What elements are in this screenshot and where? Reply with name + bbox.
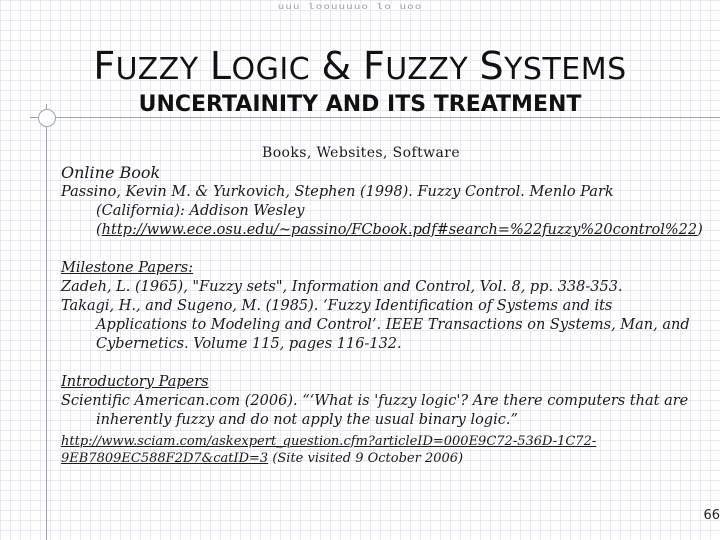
corner-circle-decoration bbox=[38, 109, 56, 127]
milestone-papers-label: Milestone Papers: bbox=[61, 260, 194, 276]
title-ampersand: & bbox=[321, 44, 352, 88]
sciam-link[interactable]: http://www.sciam.com/askexpert_question.cfm?articleID=000E9C72-536D-1C72-9EB7809EC588F2D7&catID=3 bbox=[61, 434, 597, 466]
milestone-ref-zadeh: Zadeh, L. (1965), "Fuzzy sets", Information and Control, Vol. 8, pp. 338-353. bbox=[61, 279, 623, 295]
title-letter: L bbox=[209, 44, 232, 88]
reference-list bbox=[61, 163, 703, 467]
title-letter: F bbox=[362, 44, 386, 88]
section-heading: Books, Websites, Software bbox=[262, 145, 461, 161]
title-word: YSTEMS bbox=[504, 52, 627, 87]
site-visited-note: (Site visited 9 October 2006) bbox=[268, 451, 464, 466]
title-letter: F bbox=[93, 44, 116, 88]
title-word: UZZY bbox=[115, 52, 199, 87]
milestone-ref-takagi: Takagi, H., and Sugeno, M. (1985). ‘Fuzzy Identification of Systems and its Applications to Modeling and Control’. IEEE Transactions on Systems, Man, and Cybernetics. Volume 115, pages 116-132. bbox=[61, 298, 690, 352]
vertical-rule bbox=[46, 104, 47, 540]
slide-title bbox=[0, 46, 720, 90]
citation-text: Passino, Kevin M. & Yurkovich, Stephen (1998). Fuzzy Control. Menlo Park (California): Addison Wesley ( bbox=[61, 184, 614, 238]
page-number: 66 bbox=[703, 508, 720, 523]
horizontal-rule bbox=[30, 117, 720, 118]
title-word: UZZY bbox=[385, 52, 469, 87]
title-word: OGIC bbox=[231, 52, 311, 87]
citation-end: ) bbox=[697, 222, 703, 238]
title-letter: S bbox=[479, 44, 505, 88]
online-book-citation bbox=[61, 183, 703, 240]
header-artifact: uuu loouuuuo lo uoo bbox=[277, 2, 423, 12]
fcbook-link[interactable]: http://www.ece.osu.edu/~passino/FCbook.pdf#search=%22fuzzy%20control%22 bbox=[101, 222, 698, 238]
introductory-citation: Scientific American.com (2006). “‘What is 'fuzzy logic'? Are there computers that are inherently fuzzy and do not apply the usual binary logic.” bbox=[61, 393, 689, 428]
online-book-label: Online Book bbox=[61, 163, 161, 182]
introductory-link-line bbox=[61, 433, 691, 467]
slide-subtitle: UNCERTAINITY AND ITS TREATMENT bbox=[138, 92, 582, 117]
introductory-papers-label: Introductory Papers bbox=[61, 374, 209, 390]
